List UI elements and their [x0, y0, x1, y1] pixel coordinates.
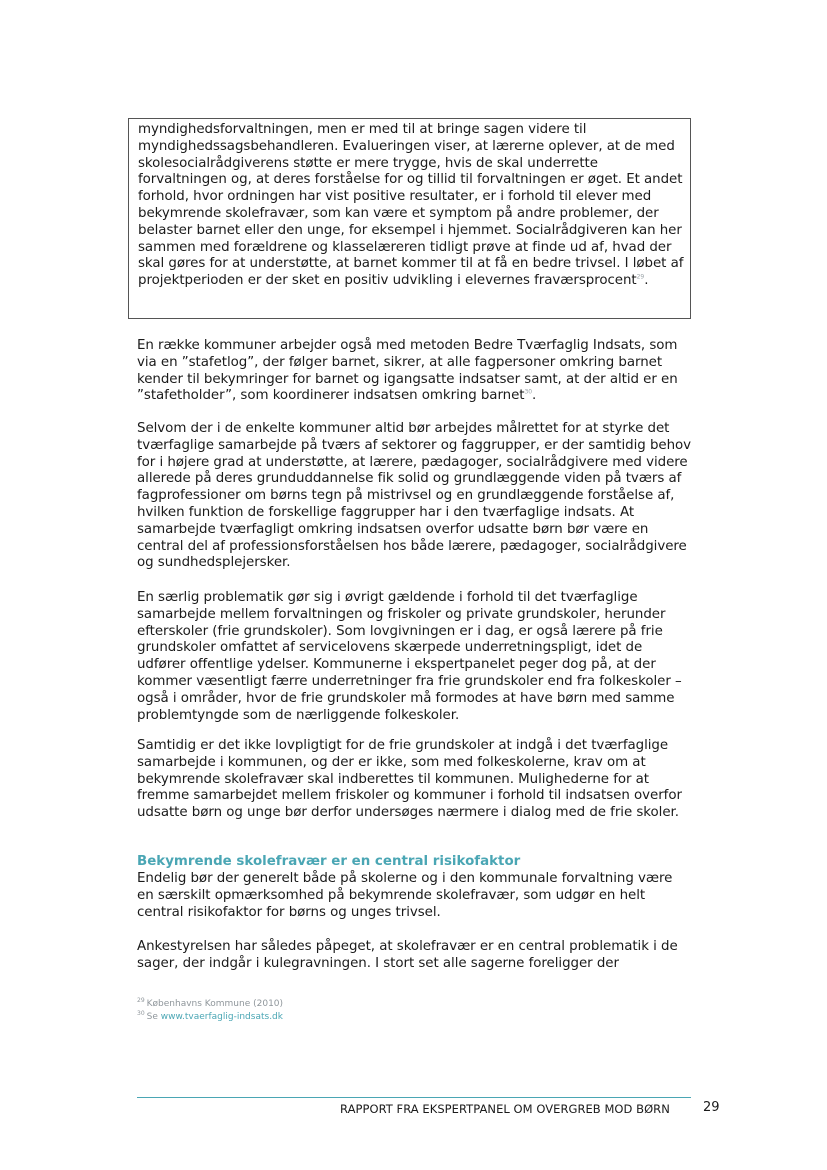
paragraph-1-text: En række kommuner arbejder også med metoden Bedre Tværfaglig Indsats, som via en ”stafetlog”, der følger barnet, sikrer, at alle fagpersoner omkring barnet kender til bekymringer for barnet og igangsatte indsatser samt, at der altid er en ”stafetholder”, som koordinerer indsatsen omkring barnet [137, 338, 678, 404]
footnote-30-link[interactable]: www.tvaerfaglig-indsats.dk [160, 1012, 283, 1022]
paragraph-5: Endelig bør der generelt både på skolerne og i den kommunale forvaltning være en særskilt opmærksomhed på bekymrende skolefravær, som udgør en helt central risikofaktor for børns og unges trivsel. [137, 871, 673, 920]
footnote-30-text: Se [146, 1012, 161, 1022]
paragraph-1 [137, 338, 693, 405]
case-box-text [138, 122, 686, 290]
section-heading: Bekymrende skolefravær er en central risikofaktor [137, 854, 521, 869]
footnote-29-number: 29 [137, 997, 145, 1004]
footnote-ref-30[interactable]: 30 [524, 388, 533, 396]
page-number: 29 [703, 1100, 720, 1115]
paragraph-2: Selvom der i de enkelte kommuner altid bør arbejdes målrettet for at styrke det tværfaglige samarbejde på tværs af sektorer og faggrupper, er der samtidig behov for i højere grad at understøtte, at lærere, pædagoger, socialrådgivere med videre allerede på deres grunduddannelse fik solid og grundlæggende viden på tværs af fagprofessioner om børns tegn på mistrivsel og en grundlæggende forståelse af, hvilken funktion de forskellige faggrupper har i den tværfaglige indsats. At samarbejde tværfagligt omkring indsatsen overfor udsatte børn bør være en central del af professionsforståelsen hos både lærere, pædagoger, socialrådgivere og sundhedsplejersker. [137, 421, 692, 571]
footer-divider [137, 1097, 691, 1098]
paragraph-6: Ankestyrelsen har således påpeget, at skolefravær er en central problematik i de sager, der indgår i kulegravningen. I stort set alle sagerne foreligger der [137, 939, 678, 971]
paragraph-3: En særlig problematik gør sig i øvrigt gældende i forhold til det tværfaglige samarbejde mellem forvaltningen og friskoler og private grundskoler, herunder efterskoler (frie grundskoler). Som lovgivningen er i dag, er også lærere på frie grundskoler omfattet af servicelovens skærpede underretningspligt, idet de udfører offentlige ydelser. Kommunerne i ekspertpanelet peger dog på, at der kommer væsentligt færre underretninger fra frie grundskoler end fra folkeskoler – også i områder, hvor de frie grundskoler må formodes at have børn med samme problemtyngde som de nærliggende folkeskoler. [137, 590, 682, 723]
footer-title: RAPPORT FRA EKSPERTPANEL OM OVERGREB MOD BØRN [340, 1102, 670, 1116]
footnote-30 [137, 1011, 637, 1024]
case-box [128, 118, 691, 319]
case-box-body: myndighedsforvaltningen, men er med til at bringe sagen videre til myndighedssagsbehandleren. Evalueringen viser, at lærerne oplever, at de med skolesocialrådgiverens støtte er mere trygge, hvis de skal underrette forvaltningen og, at deres forståelse for og tillid til forvaltningen er øget. Et andet forhold, hvor ordningen har vist positive resultater, er i forhold til elever med bekymrende skolefravær, som kan være et symptom på andre problemer, der belaster barnet eller den unge, for eksempel i hjemmet. Socialrådgiveren kan her sammen med forældrene og klasselæreren tidligt prøve at finde ud af, hvad der skal gøres for at understøtte, at barnet kommer til at få en bedre trivsel. I løbet af projektperioden er der sket en positiv udvikling i elevernes fraværsprocent [138, 122, 684, 289]
footnote-29 [137, 998, 637, 1011]
footnote-29-text: Københavns Kommune (2010) [146, 999, 284, 1009]
footnote-30-number: 30 [137, 1010, 145, 1017]
paragraph-1-tail: . [532, 388, 537, 404]
case-box-tail: . [644, 273, 649, 289]
paragraph-4: Samtidig er det ikke lovpligtigt for de frie grundskoler at indgå i det tværfaglige samarbejde i kommunen, og der er ikke, som med folkeskolerne, krav om at bekymrende skolefravær skal indberettes til kommunen. Mulighederne for at fremme samarbejdet mellem friskoler og kommuner i forhold til indsatsen overfor udsatte børn og unge bør derfor undersøges nærmere i dialog med de frie skoler. [137, 738, 682, 821]
footnote-ref-29[interactable]: 29 [636, 273, 645, 281]
